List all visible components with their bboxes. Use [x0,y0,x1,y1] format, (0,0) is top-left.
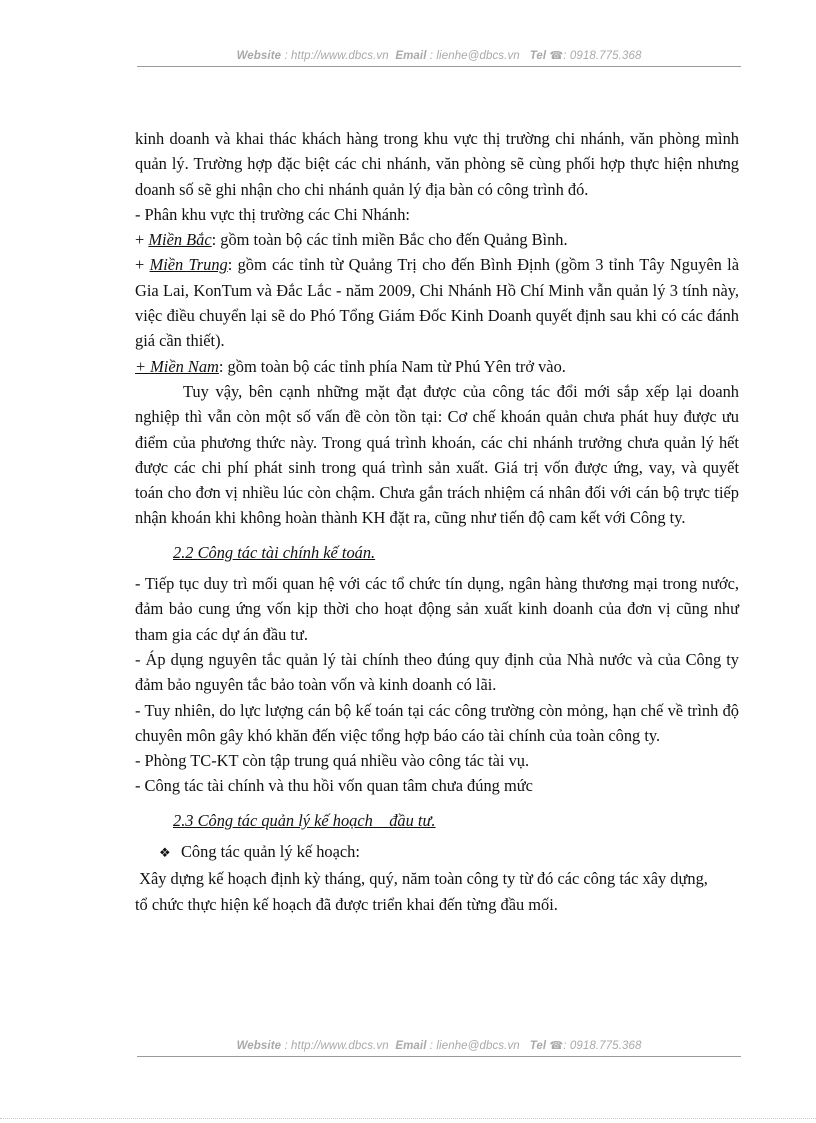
list-item: - Công tác tài chính và thu hồi vốn quan tâm chưa đúng mức [135,776,533,796]
phone-icon: ☎ [549,1040,564,1052]
document-body [135,126,739,917]
footer-rule [137,1056,741,1057]
region-prefix: + [135,230,145,250]
header-rule [137,66,741,67]
paragraph: - Phân khu vực thị trường các Chi Nhánh: [135,204,410,224]
diamond-bullet-icon: ❖ [159,846,171,862]
footer-email-value: : lienhe@dbcs.vn [429,1040,520,1052]
region-south-text: : gồm toàn bộ các tỉnh phía Nam từ Phú Yên trở vào. [218,356,566,376]
header-website-value: : http://www.dbcs.vn [284,50,389,62]
paragraph-text: Xây dựng kế hoạch định kỳ tháng, quý, năm toàn công ty từ đó các công tác xây dựng, tổ chức thực hiện kế hoạch đã được triển khai đến từng đầu mối. [135,869,708,914]
section-heading-2-2: 2.2 Công tác tài chính kế toán. [173,542,376,562]
header-email-value: : lienhe@dbcs.vn [429,50,520,62]
header-email-label: Email [395,50,427,62]
bullet-item [135,839,739,866]
page-footer [137,1039,741,1052]
list-item: - Áp dụng nguyên tắc quản lý tài chính theo đúng quy định của Nhà nước và của Công ty đảm bảo nguyên tắc bảo toàn vốn và kinh doanh có lãi. [135,649,739,695]
page-header [137,49,741,62]
footer-website-value: : http://www.dbcs.vn [284,1040,389,1052]
region-north-text: : gồm toàn bộ các tỉnh miền Bắc cho đến Quảng Bình. [211,230,568,250]
page-edge-divider [0,1118,816,1119]
bullet-text: Công tác quản lý kế hoạch: [181,842,360,862]
paragraph [135,866,739,917]
region-south [135,354,739,379]
phone-icon: ☎ [549,50,564,62]
region-central-text: : gồm các tỉnh từ Quảng Trị cho đến Bình Định (gồm 3 tỉnh Tây Nguyên là Gia Lai, KonTum và Đắc Lắc - năm 2009, Chi Nhánh Hồ Chí Minh vẫn quản lý 3 tính này, việc điều chuyển lại sẽ do Phó Tổng Giám Đốc Kinh Doanh quyết định sau khi có các đánh giá cần thiết). [135,255,739,351]
region-central [135,252,739,353]
footer-website-label: Website [236,1040,282,1052]
section-heading-2-3: 2.3 Công tác quản lý kế hoạch _ đầu tư. [173,810,436,830]
footer-tel-value: : 0918.775.368 [563,1040,642,1052]
region-central-label: Miền Trung [149,255,228,275]
paragraph: Tuy vậy, bên cạnh những mặt đạt được của công tác đổi mới sắp xếp lại doanh nghiệp thì vẫn còn một số vấn đề còn tồn tại: Cơ chế khoán quản chưa phát huy được ưu điểm của phương thức này. Trong quá trình khoán, các chi nhánh trưởng chưa quản lý hết được các chi phí phát sinh trong quá trình sản xuất. Giá trị vốn được ứng, vay, và quyết toán cho đơn vị nhiều lúc còn chậm. Chưa gắn trách nhiệm cá nhân đối với cán bộ trực tiếp nhận khoán khi không hoàn thành KH đặt ra, cũng như tiến độ cam kết với Công ty. [135,381,739,528]
list-item: - Phòng TC-KT còn tập trung quá nhiều vào công tác tài vụ. [135,751,530,771]
header-website-label: Website [236,50,282,62]
region-north [135,227,739,252]
footer-email-label: Email [395,1040,427,1052]
header-tel-label: Tel [529,50,547,62]
region-prefix: + [135,255,145,275]
header-tel-value: : 0918.775.368 [563,50,642,62]
footer-tel-label: Tel [529,1040,547,1052]
paragraph: kinh doanh và khai thác khách hàng trong khu vực thị trường chi nhánh, văn phòng mình quản lý. Trường hợp đặc biệt các chi nhánh, văn phòng sẽ cùng phối hợp thực hiện nhưng doanh số sẽ ghi nhận cho chi nhánh quản lý địa bàn có công trình đó. [135,129,739,199]
list-item: - Tuy nhiên, do lực lượng cán bộ kế toán tại các công trường còn mỏng, hạn chế về trình độ chuyên môn gây khó khăn đến việc tổng hợp báo cáo tài chính của toàn công ty. [135,700,739,745]
list-item: - Tiếp tục duy trì mối quan hệ với các tổ chức tín dụng, ngân hàng thương mại trong nước, đảm bảo cung ứng vốn kịp thời cho hoạt động sản xuất kinh doanh của đơn vị cũng như tham gia các dự án đầu tư. [135,574,739,644]
region-north-label: Miền Bắc [148,230,212,250]
region-south-label: + Miền Nam [135,356,219,376]
